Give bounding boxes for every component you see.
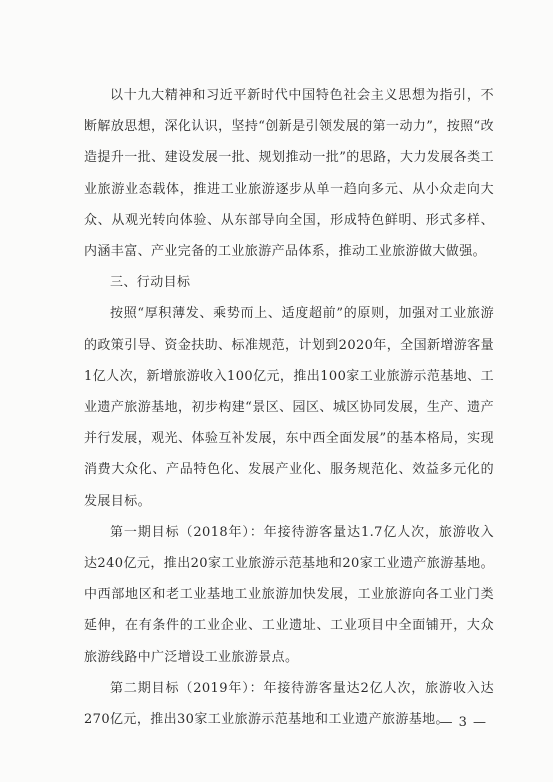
paragraph-phase-two: 第二期目标（2019年）：年接待游客量达2亿人次，旅游收入达270亿元，推出30家工业旅游示范基地和工业遗产旅游基地。 bbox=[84, 680, 494, 728]
paragraph-action-goals: 按照“厚积薄发、乘势而上、适度超前”的原则，加强对工业旅游的政策引导、资金扶助、标准规范，计划到2020年，全国新增游客量1亿人次，新增旅游收入100亿元，推出100家工业旅游示范基地、工业遗产旅游基地，初步构建“景区、园区、城区协同发展，生产、遗产并行发展，观光、体验互补发展，东中西全面发展”的基本格局，实现消费大众化、产品特色化、发展产业化、服务规范化、效益多元化的发展目标。 bbox=[84, 306, 494, 509]
document-body bbox=[84, 80, 494, 735]
paragraph-phase-one: 第一期目标（2018年）：年接待游客量达1.7亿人次，旅游收入达240亿元，推出20家工业旅游示范基地和20家工业遗产旅游基地。中西部地区和老工业基地工业旅游加快发展，工业旅游向各工业门类延伸，在有条件的工业企业、工业遗址、工业项目中全面铺开，大众旅游线路中广泛增设工业旅游景点。 bbox=[84, 524, 494, 665]
section-heading: 三、行动目标 bbox=[110, 275, 191, 291]
page-number: — 3 — bbox=[439, 715, 487, 730]
paragraph-guiding-principle: 以十九大精神和习近平新时代中国特色社会主义思想为指引，不断解放思想，深化认识，坚持“创新是引领发展的第一动力”，按照“改造提升一批、建设发展一批、规划推动一批”的思路，大力发展各类工业旅游业态载体，推进工业旅游逐步从单一趋向多元、从小众走向大众、从观光转向体验、从东部导向全国，形成特色鲜明、形式多样、内涵丰富、产业完备的工业旅游产品体系，推动工业旅游做大做强。 bbox=[84, 88, 494, 260]
